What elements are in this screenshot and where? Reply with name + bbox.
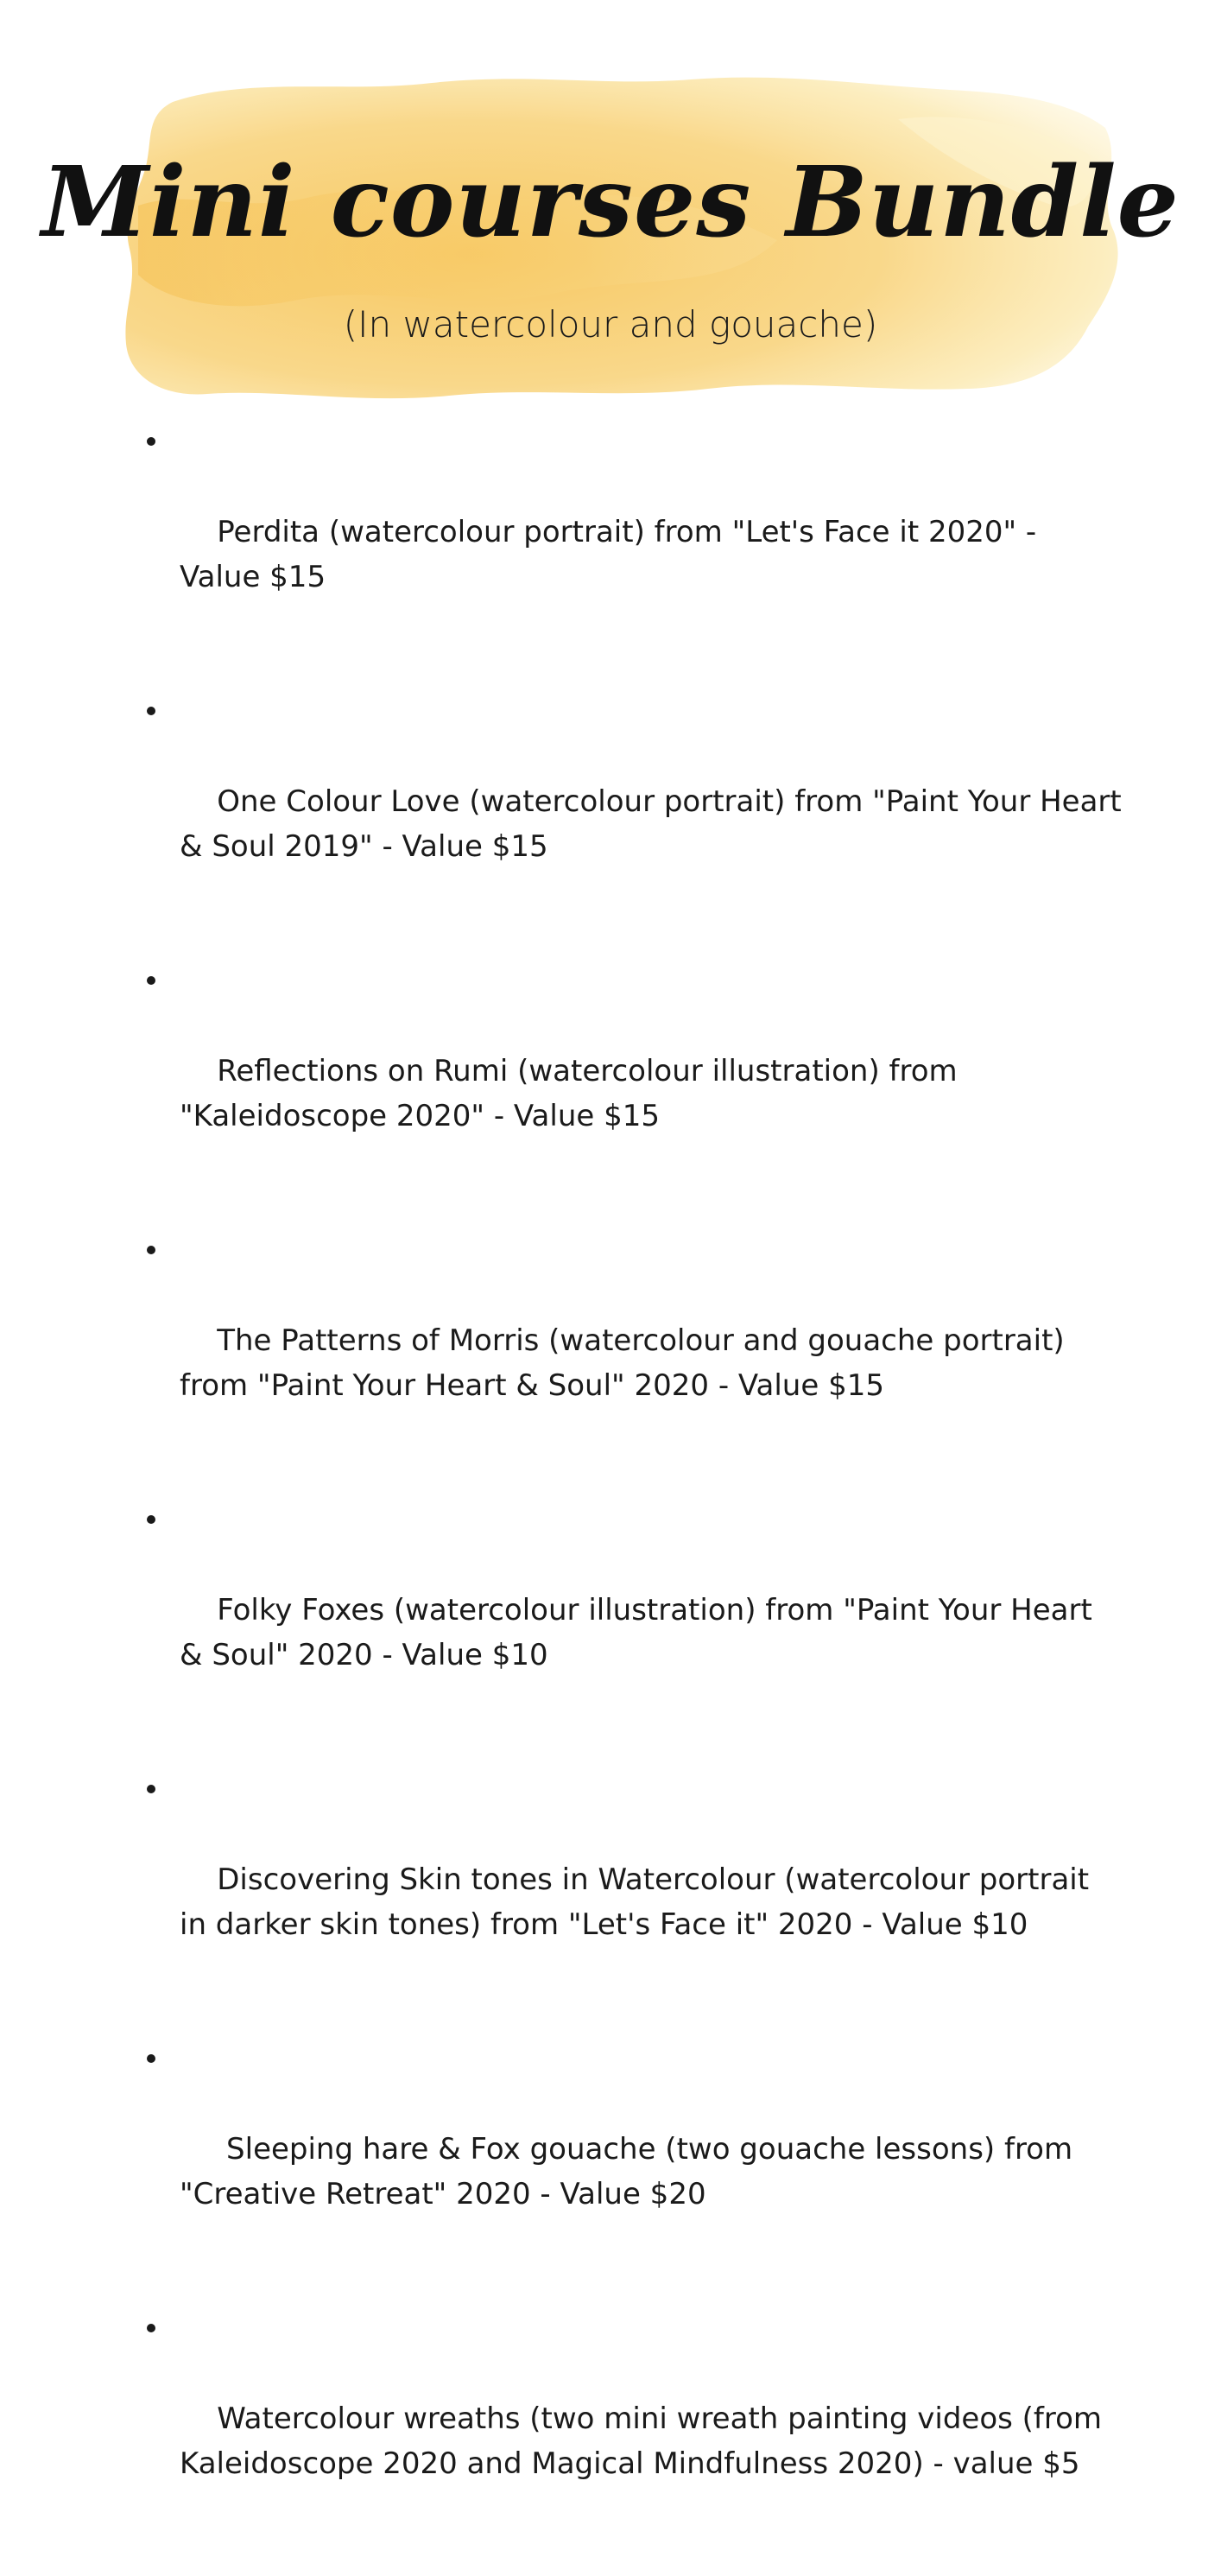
list-item bbox=[147, 1228, 1123, 1453]
course-text: The Patterns of Morris (watercolour and gouache portrait) from "Paint Your Heart & Soul" 2020 - Value $15 bbox=[180, 1323, 1074, 1403]
bullet-icon bbox=[147, 976, 155, 985]
bullet-icon bbox=[147, 437, 155, 446]
course-list bbox=[147, 420, 1131, 2576]
bullet-icon bbox=[147, 1515, 155, 1524]
course-text: Folky Foxes (watercolour illustration) from "Paint Your Heart & Soul" 2020 - Value $10 bbox=[180, 1593, 1102, 1672]
list-item bbox=[147, 420, 1123, 644]
course-text: Perdita (watercolour portrait) from "Let's Face it 2020" - Value $15 bbox=[180, 515, 1047, 594]
list-item bbox=[147, 1767, 1123, 1992]
bullet-icon bbox=[147, 2324, 155, 2332]
list-item bbox=[147, 2306, 1123, 2531]
course-text: One Colour Love (watercolour portrait) from "Paint Your Heart & Soul 2019" - Value $15 bbox=[180, 784, 1131, 864]
list-item bbox=[147, 1498, 1123, 1723]
bullet-icon bbox=[147, 2054, 155, 2063]
list-item bbox=[147, 689, 1131, 914]
course-text: Reflections on Rumi (watercolour illustration) from "Kaleidoscope 2020" - Value $15 bbox=[180, 1054, 967, 1133]
course-text: Sleeping hare & Fox gouache (two gouache lessons) from "Creative Retreat" 2020 - Value $20 bbox=[180, 2132, 1082, 2211]
course-text: Discovering Skin tones in Watercolour (watercolour portrait in darker skin tones) from "Let's Face it" 2020 - Value $10 bbox=[180, 1862, 1098, 1942]
bullet-icon bbox=[147, 1785, 155, 1793]
list-item bbox=[147, 959, 1123, 1183]
list-item bbox=[147, 2037, 1123, 2262]
page-title: Mini courses Bundle bbox=[41, 146, 1180, 259]
bullet-icon bbox=[147, 707, 155, 715]
course-text: Watercolour wreaths (two mini wreath painting videos (from Kaleidoscope 2020 and Magical Mindfulness 2020) - value $5 bbox=[180, 2402, 1111, 2481]
page-subtitle: (In watercolour and gouache) bbox=[343, 303, 878, 346]
bullet-icon bbox=[147, 1246, 155, 1254]
